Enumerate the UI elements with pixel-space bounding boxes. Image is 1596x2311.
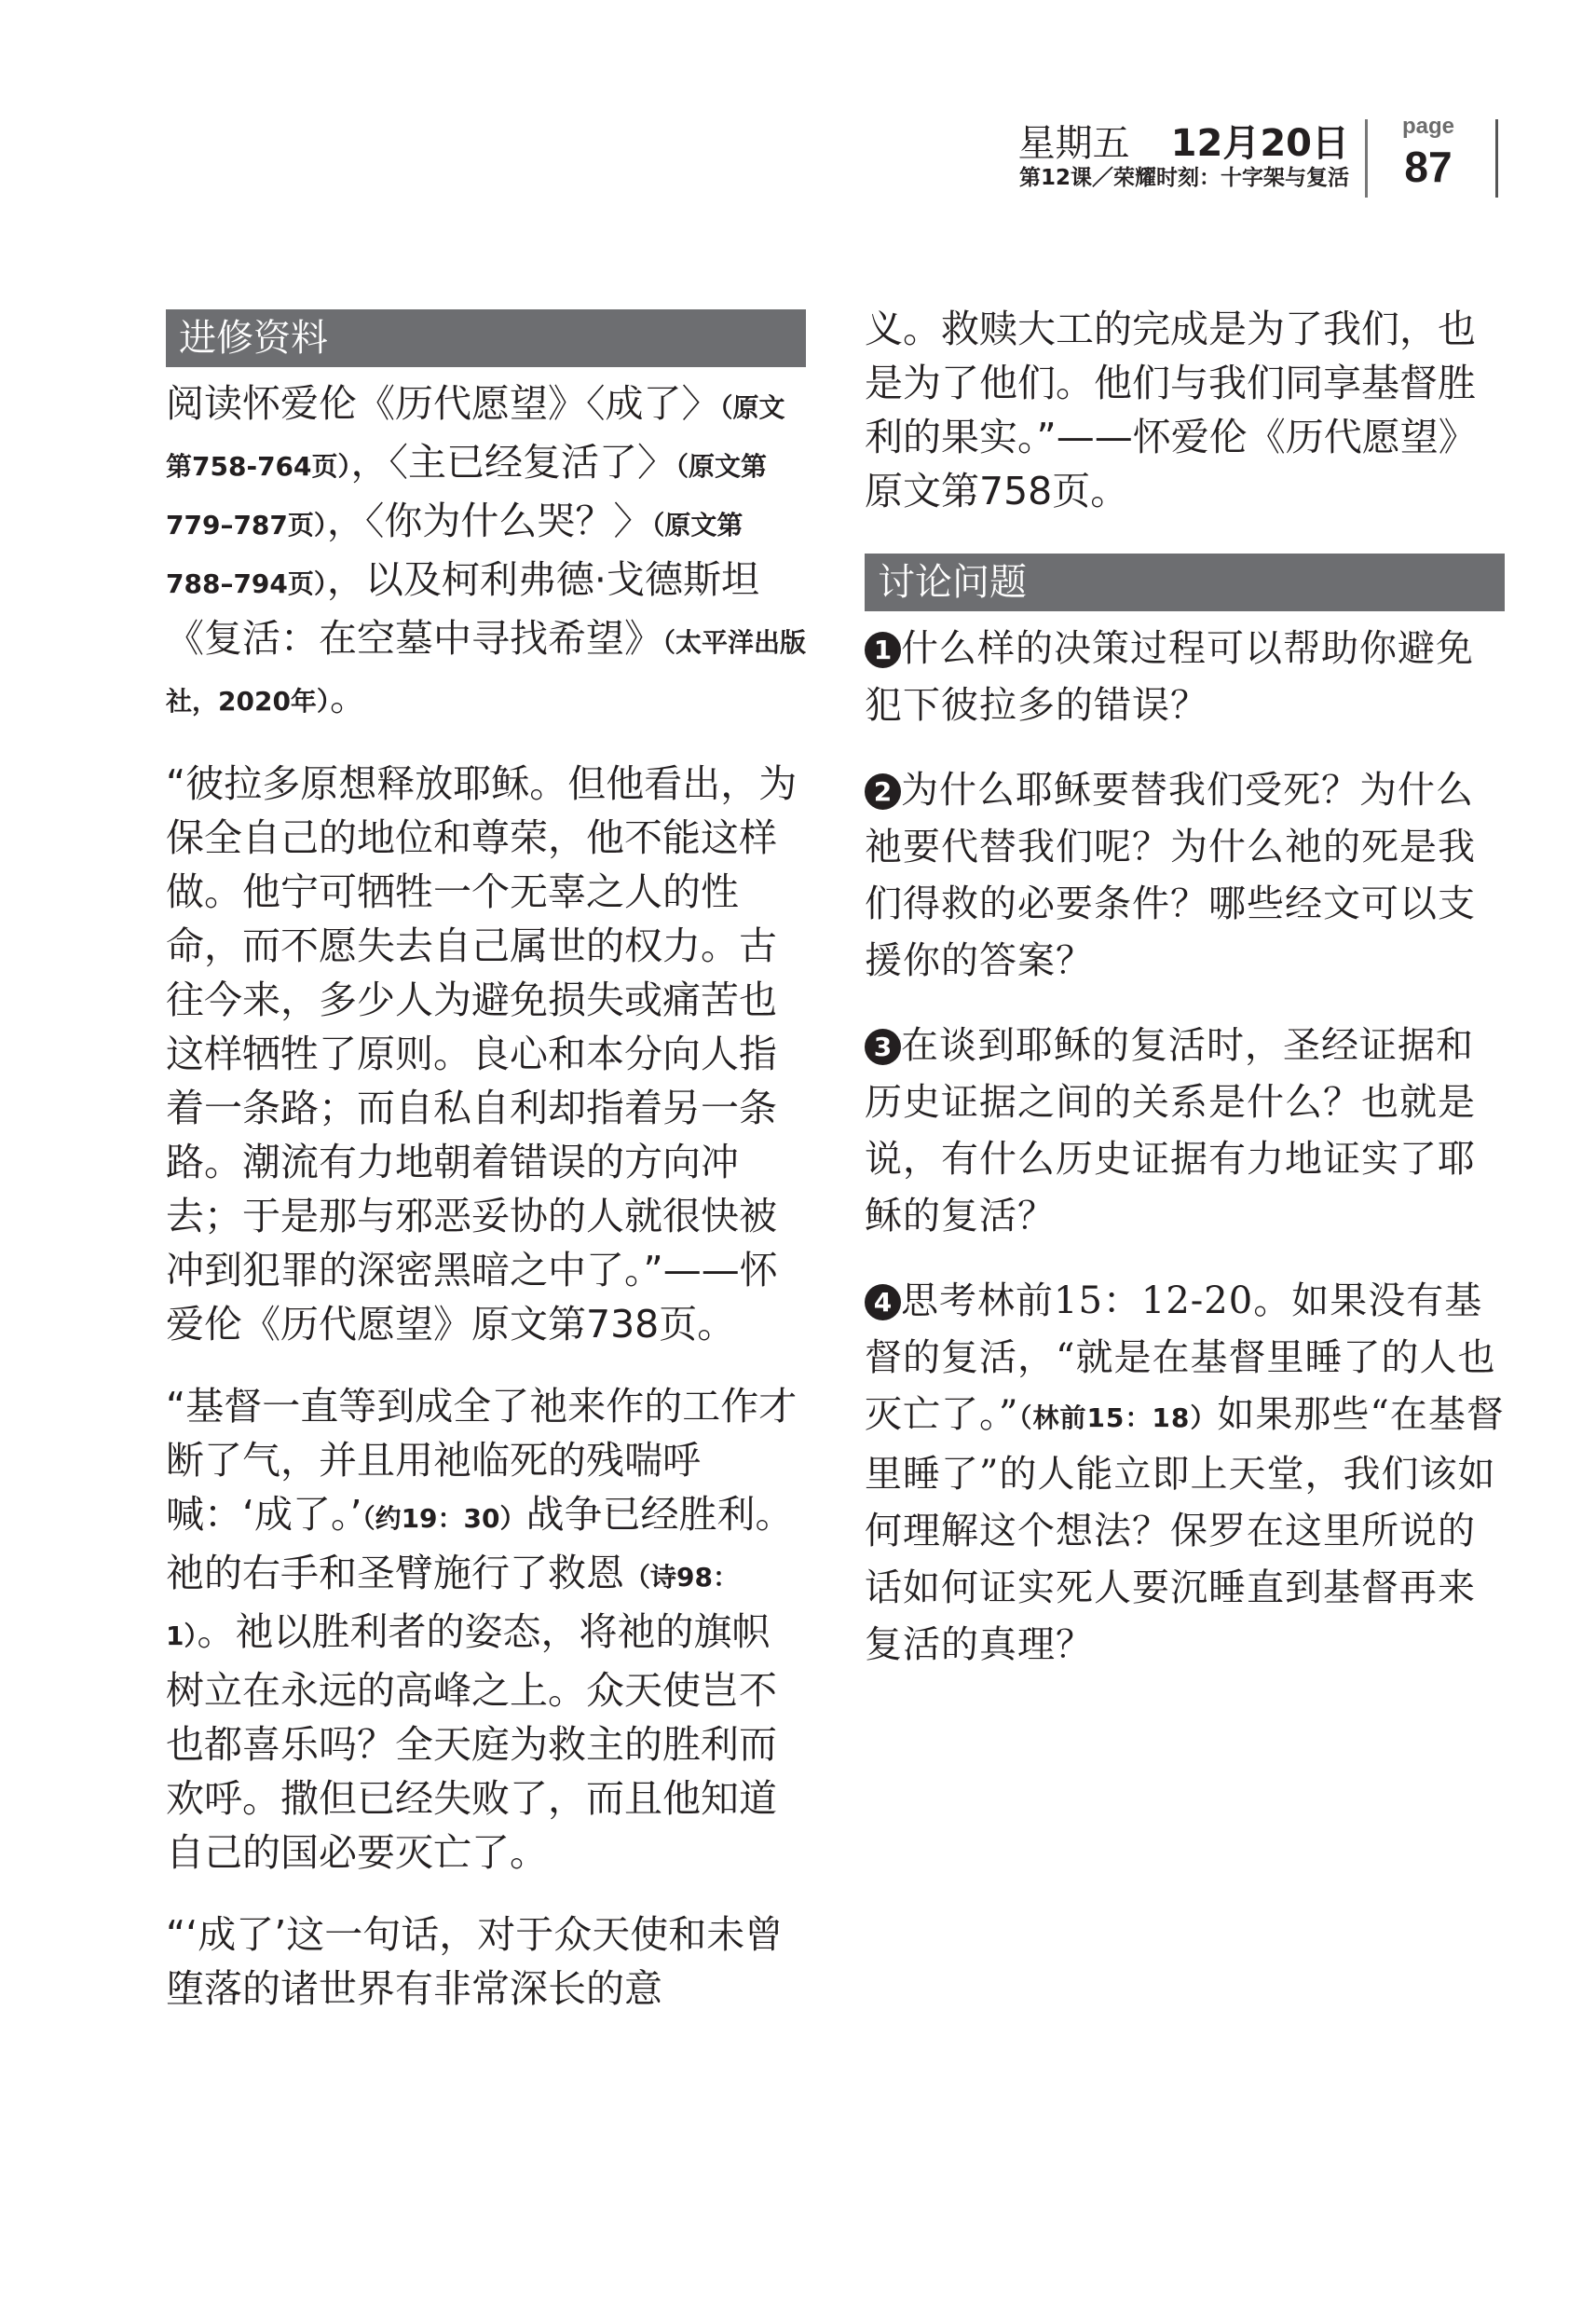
question-1-text: 什么样的决策过程可以帮助你避免犯下彼拉多的错误？ <box>865 627 1474 727</box>
quote2-ref-1: （约19：30） <box>361 1503 526 1534</box>
reading-text-1: 阅读怀爱伦《历代愿望》〈成了〉 <box>166 381 720 426</box>
question-number-1: 1 <box>865 632 901 668</box>
question-3-text: 在谈到耶稣的复活时，圣经证据和历史证据之间的关系是什么？也就是说，有什么历史证据有力地证实了耶稣的复活？ <box>865 1024 1476 1238</box>
discussion-heading: 讨论问题 <box>865 554 1505 611</box>
reading-ref-2: （原文第779–787页） <box>166 451 768 540</box>
further-study-heading: 进修资料 <box>166 309 806 367</box>
page-number: 87 <box>1404 143 1453 191</box>
question-number-3: 3 <box>865 1029 901 1065</box>
header-day: 星期五 <box>1017 122 1130 165</box>
quote2-ref-2: （诗98：1） <box>166 1562 739 1651</box>
reading-text-4: ，以及柯利弗德·戈德斯坦《复活：在空墓中寻找希望》 <box>166 557 759 661</box>
discussion-question-2 <box>865 762 1505 990</box>
question-4-ref: （林前15：18） <box>1018 1402 1218 1433</box>
quote-paragraph-1: “彼拉多原想释放耶稣。但他看出，为保全自己的地位和尊荣，他不能这样做。他宁可牺牲一个无辜之人的性命，而不愿失去自己属世的权力。古往今来，多少人为避免损失或痛苦也这样牺牲了原则。良心和本分向人指着一条路；而自私自利却指着另一条路。潮流有力地朝着错误的方向冲去；于是那与邪恶妥协的人就很快被冲到犯罪的深密黑暗之中了。”——怀爱伦《历代愿望》原文第738页。 <box>166 761 798 1347</box>
left-column <box>166 309 806 2016</box>
reading-paragraph <box>166 376 806 729</box>
discussion-question-4 <box>865 1273 1505 1674</box>
discussion-question-1 <box>865 621 1505 734</box>
page-edge-rule <box>1495 119 1498 198</box>
reading-text-5: 。 <box>329 675 368 719</box>
question-number-2: 2 <box>865 773 901 810</box>
reading-ref-1: （原文第758-764页） <box>166 392 785 482</box>
reading-text-2: ，〈主已经复活了〉 <box>350 440 676 485</box>
page-label: page <box>1401 114 1454 139</box>
reading-ref-4: （太平洋出版社，2020年） <box>166 627 807 717</box>
quote-paragraph-3-start: “‘成了’这一句话，对于众天使和未曾堕落的诸世界有非常深长的意 <box>166 1912 784 2011</box>
quote2-text-1: “基督一直等到成全了祂来作的工作才断了气，并且用祂临死的残喘呼喊：‘成了。’ <box>166 1384 798 1537</box>
header-divider <box>1365 119 1368 198</box>
right-column <box>865 309 1505 1674</box>
quote-paragraph-2 <box>166 1379 806 1880</box>
discussion-question-3 <box>865 1018 1505 1245</box>
header-lesson-title: 第12课／荣耀时刻：十字架与复活 <box>1018 166 1349 190</box>
question-4-text-1: 思考林前15：12-20。如果没有基督的复活，“就是在基督里睡了的人也灭亡了。” <box>865 1279 1496 1436</box>
quote2-text-2: 战争已经胜利。祂的右手和圣臂施行了救恩 <box>166 1492 794 1595</box>
quote-paragraph-3-end: 义。救赎大工的完成是为了我们，也是为了他们。他们与我们同享基督胜利的果实。”——怀爱伦《历代愿望》原文第758页。 <box>865 307 1477 513</box>
question-4-text-2: 如果那些“在基督里睡了”的人能立即上天堂，我们该如何理解这个想法？保罗在这里所说的话如何证实死人要沉睡直到基督再来复活的真理？ <box>865 1393 1505 1666</box>
reading-text-3: ，〈你为什么哭？〉 <box>326 499 652 543</box>
question-2-text: 为什么耶稣要替我们受死？为什么祂要代替我们呢？为什么祂的死是我们得救的必要条件？哪些经文可以支援你的答案？ <box>865 769 1476 982</box>
quote2-text-3: 。祂以胜利者的姿态，将祂的旗帜树立在永远的高峰之上。众天使岂不也都喜乐吗？全天庭为救主的胜利而欢呼。撒但已经失败了，而且他知道自己的国必要灭亡了。 <box>166 1609 777 1875</box>
reading-ref-3: （原文第788–794页） <box>166 510 743 599</box>
header-day-date <box>1018 119 1349 168</box>
question-number-4: 4 <box>865 1284 901 1320</box>
header-date: 12月20日 <box>1170 122 1349 165</box>
